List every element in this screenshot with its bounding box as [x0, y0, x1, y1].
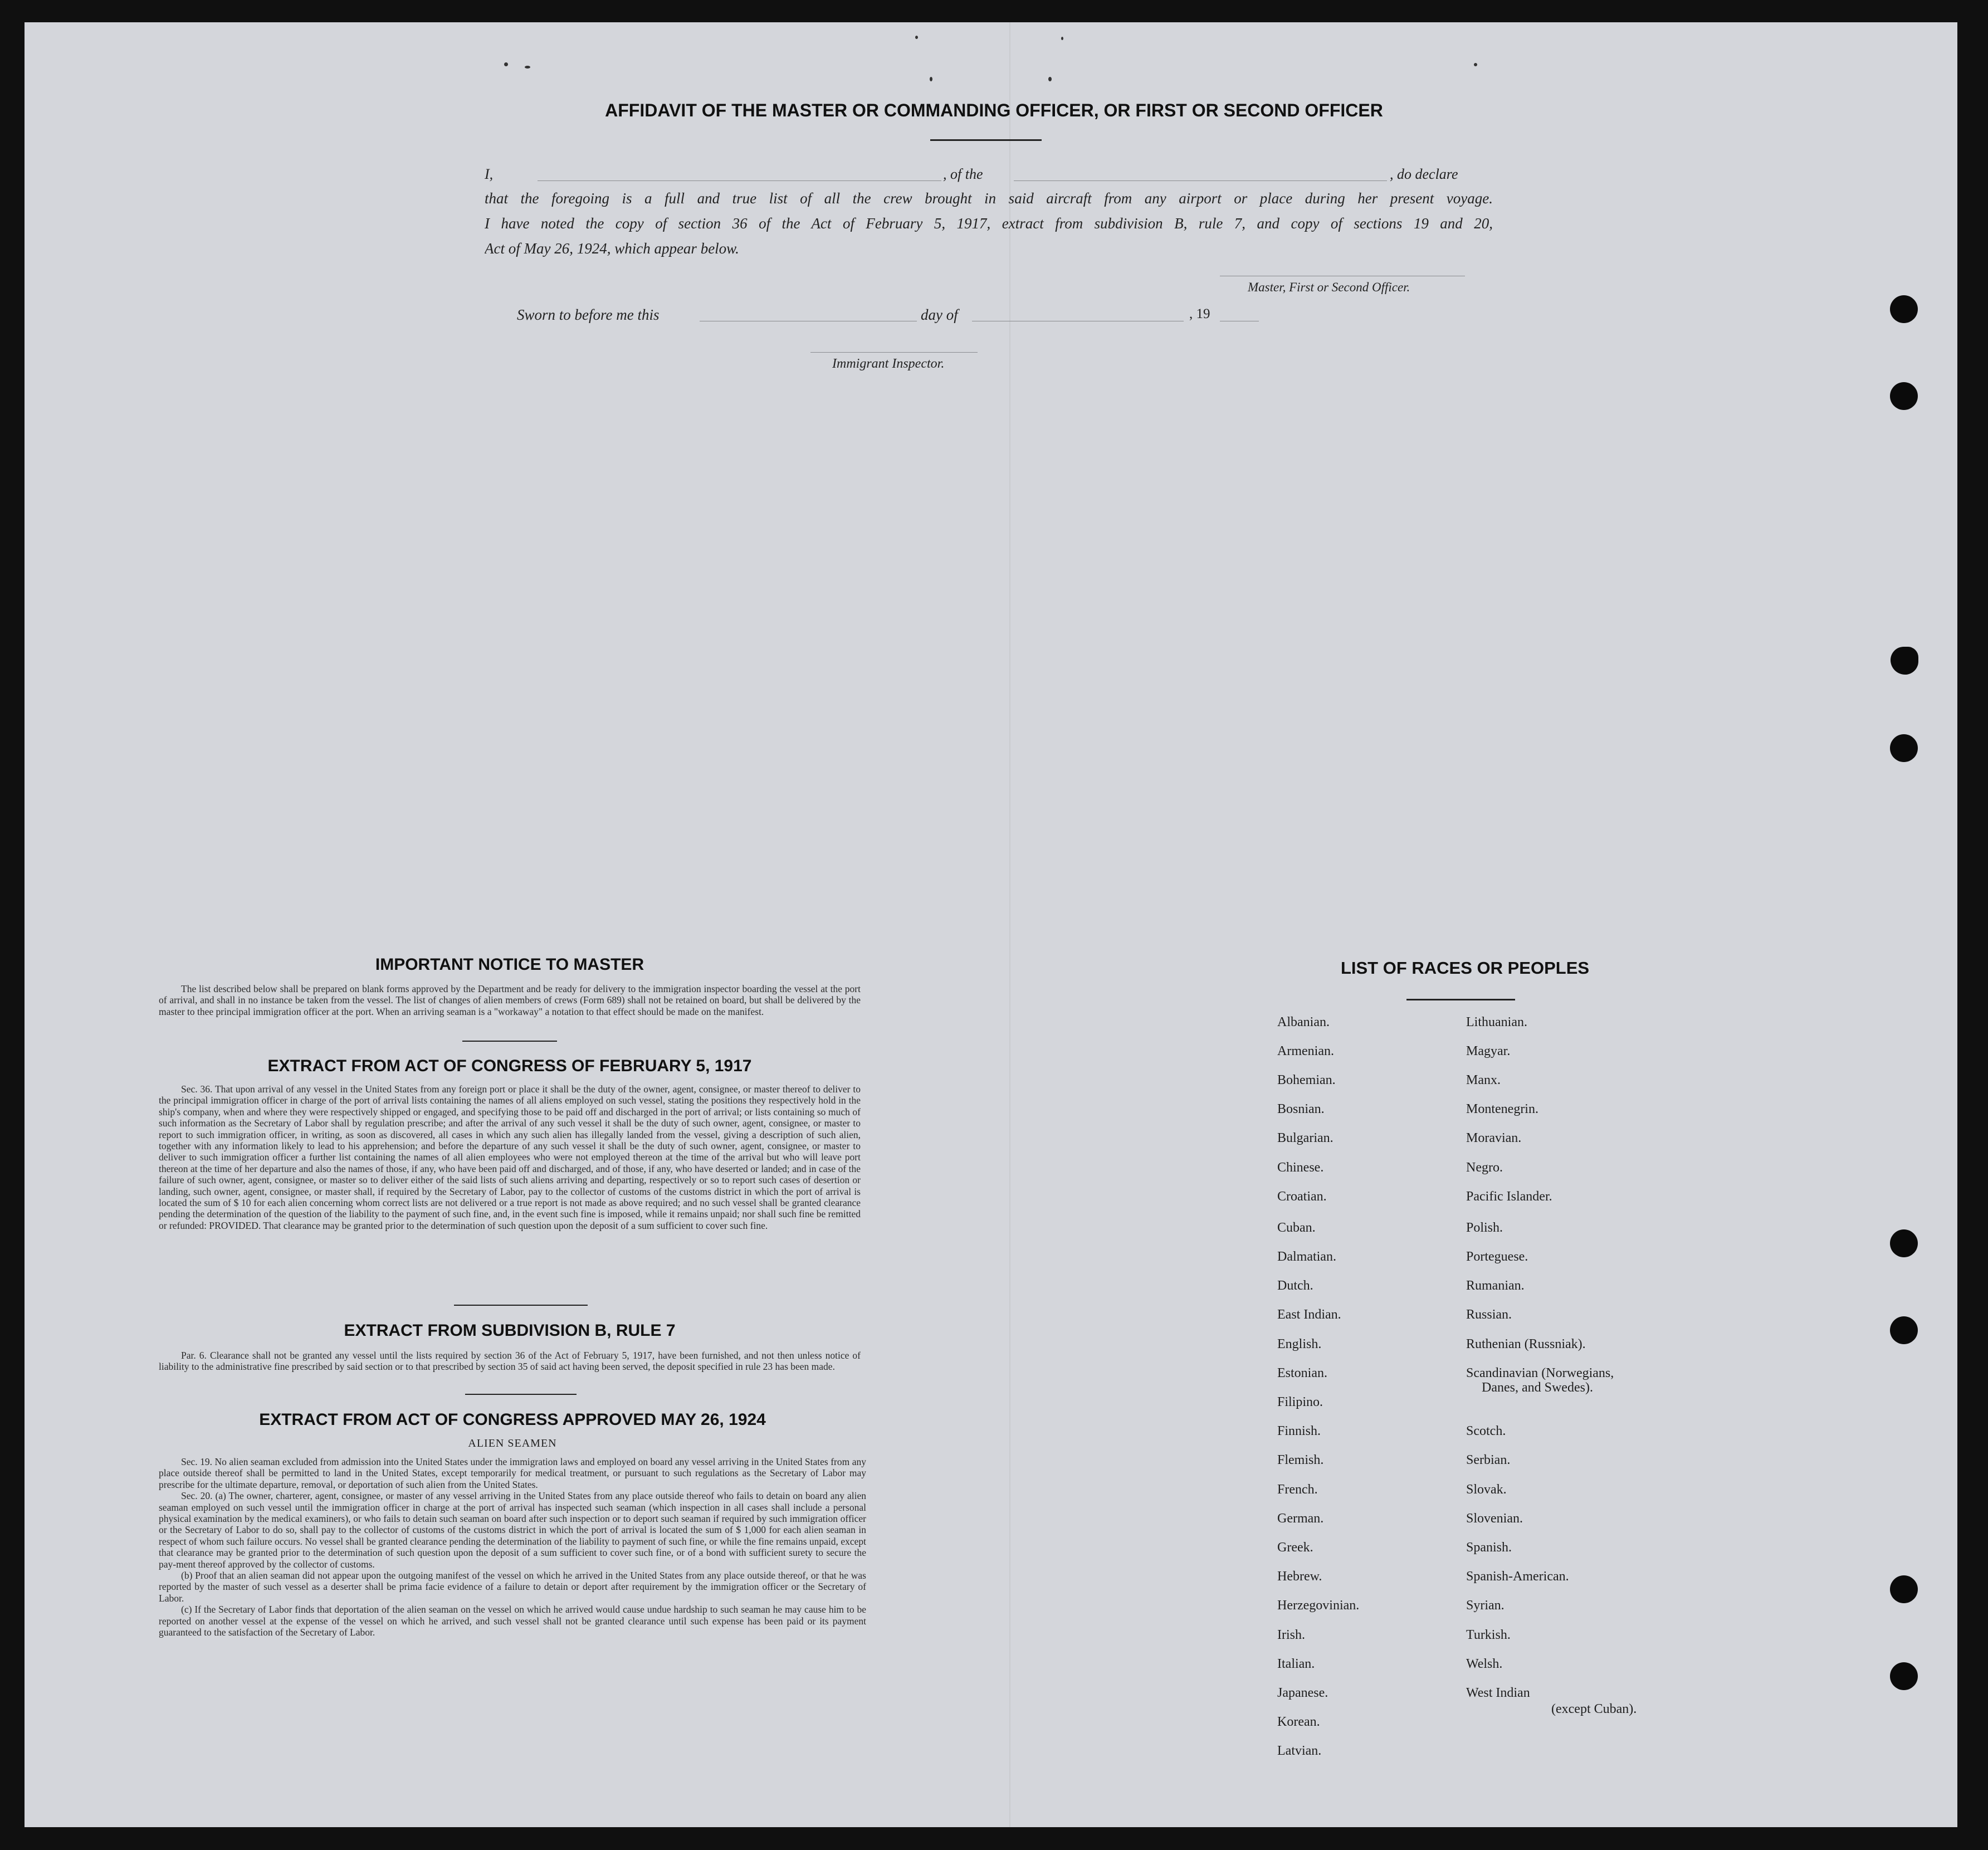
race-item: Latvian.	[1277, 1744, 1322, 1758]
declaration-line: I have noted the copy of section 36 of the Act of February 5, 1917, extract from subdivision B, rule 7, and copy of sections 19 and 20,	[485, 215, 1493, 232]
affidavit-title-rule	[930, 139, 1042, 141]
speck	[1061, 37, 1063, 40]
race-item: Rumanian.	[1466, 1278, 1525, 1293]
race-item: Bosnian.	[1277, 1102, 1325, 1116]
extract-1917-body	[159, 1083, 861, 1231]
page-fold	[1009, 22, 1010, 1827]
speck	[930, 77, 932, 81]
race-item: Slovak.	[1466, 1482, 1507, 1497]
race-item: Spanish.	[1466, 1540, 1512, 1555]
declaration-text	[485, 186, 1493, 261]
extract-1917-paragraph: Sec. 36. That upon arrival of any vessel in the United States from any foreign port or place it shall be the duty of the owner, agent, consignee, or master thereof to deliver to the principal immigration officer in charge of the port of arrival lists containing the names of all aliens employed on such vessel, stating the positions they respectively hold in the ship's company, when and where they were respectively shipped or engaged, and specifying those to be paid off and discharged in the port of arrival; or lists containing so much of such information as the Secretary of Labor shall by regulation prescribe; and after the arrival of any such vessel it shall be the duty of such owner, agent, consignee, or master to report to such immigration officer, in writing, as soon as discovered, all cases in which any such alien has illegally landed from the vessel, giving a description of such alien, together with any information likely to lead to his apprehension; and before the departure of any such vessel it shall be the duty of such owner, agent, consignee, or master to deliver to such immigration officer a further list containing the names of all alien employees who were not employed thereon at the time of the arrival but who will leave port thereon at the time of her departure and also the names of those, if any, who have been paid off and discharged, and of those, if any, who have deserted or landed; and in case of the failure of such owner, agent, consignee, or master so to deliver either of the said lists of such aliens arriving and departing, respectively or so to report such cases of desertion or landing, such owner, agent, consignee, or master shall, if required by the Secretary of Labor, pay to the collector of customs of the customs district in which the port of arrival is located the sum of $ 10 for each alien concerning whom correct lists are not delivered or a true report is not made as above required; and no such vessel shall be granted clearance pending the determination of the question of the liability to the payment of such fine, and, in the event such fine is imposed, while it remains unpaid; nor shall such fine be remitted or refunded: PROVIDED. That clearance may be granted prior to the determination of such question upon the deposit of a sum sufficient to cover such fine.	[159, 1083, 861, 1231]
punch-hole	[1890, 295, 1918, 323]
declarant-name-line	[538, 180, 941, 181]
punch-hole	[1890, 382, 1918, 410]
race-item: East Indian.	[1277, 1307, 1341, 1322]
race-item: Finnish.	[1277, 1424, 1321, 1438]
race-item: Syrian.	[1466, 1598, 1505, 1613]
race-item: West Indian	[1466, 1686, 1530, 1700]
rule-7-rule	[465, 1394, 577, 1395]
extract-1924-paragraph: Sec. 20. (a) The owner, charterer, agent, consignee, or master of any vessel arriving in the United States from any place outside thereof who fails to detain on board any alien seaman employed on such vessel until the immigration officer in charge at the port of arrival has inspected such seaman (which inspection in all cases shall include a personal physical examination by the medical examiners), or who fails to detain such seaman on board after such inspection or to deport such seaman if required by such immigration officer or the Secretary of Labor to do so, shall pay to the collector of customs of the customs district in which the port of arrival is located the sum of $ 1,000 for each alien seaman in respect of whom such failure occurs. No vessel shall be granted clearance pending the determination of the liability to payment of such fine, or while the fine remains unpaid, except that clearance may be granted prior to the determination of such question upon the deposit of a sum sufficient to cover such fine, or of a bond with sufficient surety to secure the pay-ment thereof approved by the collector of customs.	[159, 1490, 866, 1570]
race-item: English.	[1277, 1337, 1322, 1351]
extract-1924-paragraph: (b) Proof that an alien seaman did not appear upon the outgoing manifest of the vessel on which he arrived in the United States from any place outside thereof, or that he was reported by the master of such vessel as a deserter shall be prima facie evidence of a failure to detain or deport after requirement by the immigration officer or the Secretary of Labor.	[159, 1570, 866, 1604]
punch-hole	[1890, 734, 1918, 762]
punch-hole	[1890, 1316, 1918, 1344]
race-item: Dutch.	[1277, 1278, 1313, 1293]
race-item: Flemish.	[1277, 1453, 1324, 1467]
affidavit-title: AFFIDAVIT OF THE MASTER OR COMMANDING OFFICER, OR FIRST OR SECOND OFFICER	[605, 100, 1383, 120]
extract-1917-title: EXTRACT FROM ACT OF CONGRESS OF FEBRUARY 5, 1917	[267, 1057, 752, 1075]
race-item: Pacific Islander.	[1466, 1189, 1552, 1204]
inspector-signature-line	[810, 352, 978, 353]
extract-1917-rule	[454, 1305, 588, 1306]
race-item: Welsh.	[1466, 1657, 1503, 1671]
punch-hole	[1891, 647, 1918, 675]
rule-7-paragraph: Par. 6. Clearance shall not be granted any vessel until the lists required by section 36 of the Act of February 5, 1917, have been furnished, and not then unless notice of liability to the administrative fine prescribed by said section or to that prescribed by section 35 of said act having been served, the deposit specified in rule 23 has been made.	[159, 1350, 861, 1373]
extract-1924-title: EXTRACT FROM ACT OF CONGRESS APPROVED MAY 26, 1924	[259, 1410, 766, 1429]
punch-hole	[1890, 1229, 1918, 1257]
race-item: Herzegovinian.	[1277, 1598, 1360, 1613]
extract-1924-paragraph: (c) If the Secretary of Labor finds that deportation of the alien seaman on the vessel on which he arrived would cause undue hardship to such seaman he may cause him to be reported on another vessel at the expense of the vessel on which he arrived, and such vessel shall not be granted clearance until such expense has been paid or its payment guaranteed to the satisfaction of the Secretary of Labor.	[159, 1604, 866, 1638]
declaration-line: Act of May 26, 1924, which appear below.	[485, 240, 739, 257]
vessel-name-line	[1014, 180, 1387, 181]
day-of-label: day of	[921, 306, 958, 323]
rule-7-title: EXTRACT FROM SUBDIVISION B, RULE 7	[344, 1321, 676, 1340]
race-item: Japanese.	[1277, 1686, 1328, 1700]
declaration-line: that the foregoing is a full and true list of all the crew brought in said aircraft from any airport or place during her present voyage.	[485, 190, 1493, 207]
notice-body	[159, 983, 861, 1017]
race-item: Armenian.	[1277, 1044, 1334, 1058]
race-item: Bulgarian.	[1277, 1131, 1334, 1145]
race-item: Spanish-American.	[1466, 1569, 1569, 1584]
race-item: Scotch.	[1466, 1424, 1506, 1438]
notice-title: IMPORTANT NOTICE TO MASTER	[375, 955, 644, 974]
master-signature-label: Master, First or Second Officer.	[1248, 280, 1410, 294]
race-item: Scandinavian (Norwegians,	[1466, 1366, 1614, 1380]
race-item: Moravian.	[1466, 1131, 1522, 1145]
race-item: Chinese.	[1277, 1160, 1324, 1175]
race-item: Magyar.	[1466, 1044, 1511, 1058]
race-item: Montenegrin.	[1466, 1102, 1538, 1116]
speck	[504, 62, 508, 66]
race-item: Cuban.	[1277, 1221, 1316, 1235]
race-item-continuation: Danes, and Swedes).	[1482, 1380, 1593, 1395]
punch-hole	[1890, 1662, 1918, 1690]
speck	[915, 36, 918, 39]
race-item: Estonian.	[1277, 1366, 1327, 1380]
speck	[1048, 77, 1052, 81]
race-item: Turkish.	[1466, 1628, 1511, 1642]
sworn-label: Sworn to before me this	[517, 306, 660, 323]
race-item: Manx.	[1466, 1073, 1501, 1087]
rule-7-body	[159, 1350, 861, 1373]
notice-rule	[462, 1041, 557, 1042]
race-item: Ruthenian (Russniak).	[1466, 1337, 1586, 1351]
extract-1924-body	[159, 1456, 866, 1638]
do-declare-label: , do declare	[1390, 166, 1458, 182]
race-item: Polish.	[1466, 1221, 1503, 1235]
race-item: Albanian.	[1277, 1015, 1330, 1029]
year-label: , 19	[1189, 306, 1210, 321]
notice-paragraph: The list described below shall be prepared on blank forms approved by the Department and be ready for delivery to the immigration inspector boarding the vessel at the port of arrival, and shall in no instance be taken from the vessel. The list of changes of alien members of crews (Form 689) shall not be retained on board, but shall be delivered by the master to thee principal immigration officer at the port. When an arriving seaman is a "workaway" a notation to that effect should be made on the manifest.	[159, 983, 861, 1017]
race-item: Korean.	[1277, 1715, 1320, 1729]
race-item: Slovenian.	[1466, 1511, 1523, 1526]
race-item: Dalmatian.	[1277, 1249, 1336, 1264]
race-item: Croatian.	[1277, 1189, 1327, 1204]
race-item: Russian.	[1466, 1307, 1512, 1322]
race-item: Italian.	[1277, 1657, 1315, 1671]
race-item: Irish.	[1277, 1628, 1305, 1642]
race-item: Hebrew.	[1277, 1569, 1322, 1584]
of-the-label: , of the	[943, 166, 983, 182]
race-item: Bohemian.	[1277, 1073, 1336, 1087]
inspector-label: Immigrant Inspector.	[832, 357, 945, 371]
race-item: French.	[1277, 1482, 1318, 1497]
race-item: Porteguese.	[1466, 1249, 1528, 1264]
race-item-continuation: (except Cuban).	[1551, 1702, 1637, 1716]
extract-1924-paragraph: Sec. 19. No alien seaman excluded from admission into the United States under the immigration laws and employed on board any vessel arriving in the United States from any place outside thereof shall be permitted to land in the United States, except temporarily for medical treatment, or pursuant to such regulations as the Secretary of Labor may prescribe for the ultimate departure, removal, or deportation of such alien from the United States.	[159, 1456, 866, 1490]
race-item: Greek.	[1277, 1540, 1313, 1555]
speck	[1474, 63, 1477, 66]
extract-1924-subtitle: ALIEN SEAMEN	[468, 1437, 557, 1449]
speck	[525, 66, 530, 69]
race-item: Lithuanian.	[1466, 1015, 1527, 1029]
race-item: Serbian.	[1466, 1453, 1511, 1467]
race-item: Filipino.	[1277, 1395, 1323, 1409]
races-title-rule	[1406, 999, 1515, 1000]
race-item: German.	[1277, 1511, 1324, 1526]
races-title: LIST OF RACES OR PEOPLES	[1340, 958, 1590, 978]
declarant-label: I,	[485, 166, 494, 182]
race-item: Negro.	[1466, 1160, 1503, 1175]
punch-hole	[1890, 1575, 1918, 1603]
